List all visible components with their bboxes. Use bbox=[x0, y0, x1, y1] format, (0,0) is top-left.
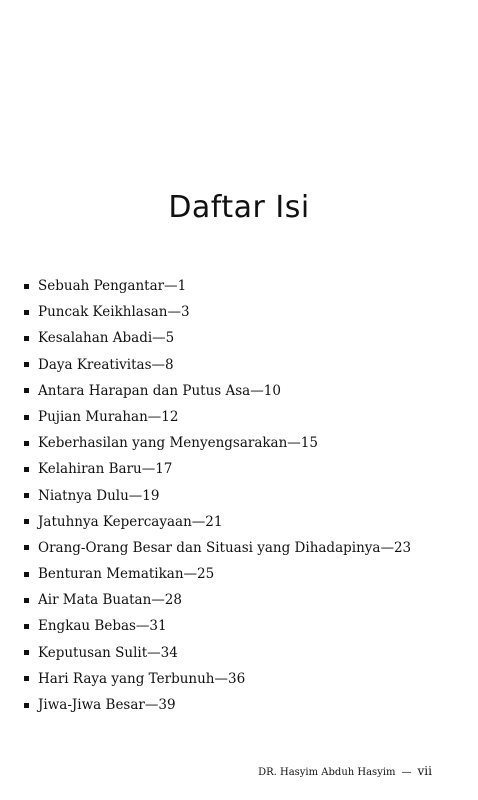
toc-entry bbox=[24, 273, 411, 299]
toc-entry-text: Puncak Keikhlasan—3 bbox=[38, 304, 190, 321]
toc-entry-text: Sebuah Pengantar—1 bbox=[38, 278, 187, 294]
toc-entry-text: Kelahiran Baru—17 bbox=[38, 461, 173, 478]
toc-entry bbox=[24, 535, 411, 561]
toc-entry bbox=[24, 299, 411, 325]
toc-entry-text: Keberhasilan yang Menyengsarakan—15 bbox=[38, 435, 318, 452]
toc-entry bbox=[24, 404, 411, 430]
toc-entry bbox=[24, 613, 411, 639]
bullet-icon bbox=[24, 650, 29, 655]
toc-entry-text: Hari Raya yang Terbunuh—36 bbox=[38, 670, 246, 687]
bullet-icon bbox=[24, 703, 29, 708]
bullet-icon bbox=[24, 519, 29, 524]
toc-entry bbox=[24, 666, 411, 692]
footer-separator: — bbox=[401, 767, 412, 778]
toc-entry bbox=[24, 456, 411, 482]
toc-entry-text: Jatuhnya Kepercayaan—21 bbox=[38, 513, 223, 530]
footer-author: DR. Hasyim Abduh Hasyim bbox=[258, 767, 396, 778]
bullet-icon bbox=[24, 362, 29, 367]
toc-entry-text: Niatnya Dulu—19 bbox=[38, 487, 160, 504]
toc-entry bbox=[24, 509, 411, 535]
bullet-icon bbox=[24, 336, 29, 341]
toc-entry-text: Keputusan Sulit—34 bbox=[38, 644, 178, 661]
bullet-icon bbox=[24, 598, 29, 603]
toc-entry bbox=[24, 430, 411, 456]
bullet-icon bbox=[24, 388, 29, 393]
bullet-icon bbox=[24, 572, 29, 577]
toc-entry-text: Air Mata Buatan—28 bbox=[38, 592, 182, 609]
toc-entry bbox=[24, 692, 411, 718]
table-of-contents bbox=[24, 273, 411, 718]
toc-entry-text: Engkau Bebas—31 bbox=[38, 618, 167, 635]
toc-entry-text: Daya Kreativitas—8 bbox=[38, 356, 174, 373]
bullet-icon bbox=[24, 545, 29, 550]
bullet-icon bbox=[24, 493, 29, 498]
toc-entry bbox=[24, 561, 411, 587]
bullet-icon bbox=[24, 624, 29, 629]
bullet-icon bbox=[24, 441, 29, 446]
toc-entry bbox=[24, 483, 411, 509]
toc-entry-text: Kesalahan Abadi—5 bbox=[38, 330, 175, 347]
page-footer bbox=[258, 764, 432, 778]
page-title: Daftar Isi bbox=[168, 190, 310, 225]
bullet-icon bbox=[24, 284, 29, 289]
toc-entry-text: Benturan Mematikan—25 bbox=[38, 566, 215, 583]
bullet-icon bbox=[24, 676, 29, 681]
toc-entry bbox=[24, 352, 411, 378]
page-number: vii bbox=[417, 764, 432, 778]
toc-entry-text: Orang-Orang Besar dan Situasi yang Dihadapinya—23 bbox=[38, 539, 412, 556]
bullet-icon bbox=[24, 467, 29, 472]
toc-entry-text: Jiwa-Jiwa Besar—39 bbox=[38, 697, 176, 713]
toc-entry-text: Pujian Murahan—12 bbox=[38, 408, 179, 425]
toc-entry bbox=[24, 640, 411, 666]
bullet-icon bbox=[24, 415, 29, 420]
bullet-icon bbox=[24, 310, 29, 315]
toc-entry-text: Antara Harapan dan Putus Asa—10 bbox=[38, 382, 281, 399]
toc-entry bbox=[24, 587, 411, 613]
toc-entry bbox=[24, 325, 411, 351]
toc-entry bbox=[24, 378, 411, 404]
